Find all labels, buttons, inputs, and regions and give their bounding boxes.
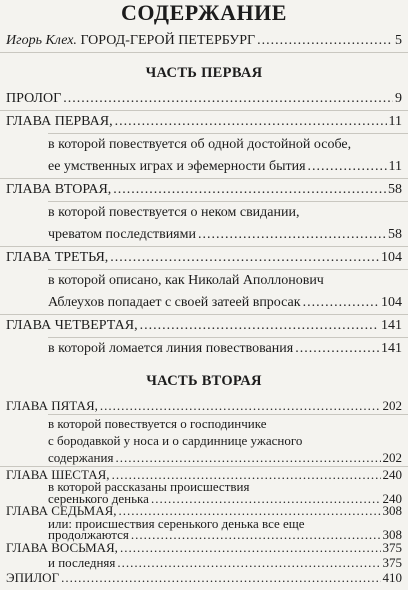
chapter-description: Аблеухов попадает с своей затеей впросак [48,295,301,310]
chapter-description: и последняя [48,555,116,570]
part-heading: ЧАСТЬ ПЕРВАЯ [145,65,263,81]
dot-leader [308,158,387,176]
dot-leader [115,113,387,131]
page-number: 202 [382,450,402,465]
chapter-description: ее умственных играх и эфемерности бытия [48,159,306,174]
chapter-description: чреватом последствиями [48,227,196,242]
intro-title: ГОРОД-ГЕРОЙ ПЕТЕРБУРГ [76,33,256,48]
chapter-description: содержания [48,450,114,465]
divider [0,178,408,179]
toc-subentry-chapter-1[interactable] [48,158,402,176]
chapter-description: в которой рассказаны происшествия [48,479,250,494]
page-number: 308 [382,527,402,542]
divider [48,269,408,270]
page-number: 104 [381,250,402,265]
dot-leader [110,249,379,267]
divider [0,52,408,53]
divider [0,110,408,111]
toc-entry-chapter-3[interactable] [6,249,402,267]
page-number: 240 [382,467,402,482]
part-heading: ЧАСТЬ ВТОРАЯ [146,373,262,389]
divider [0,246,408,247]
toc-subentry-chapter-4[interactable] [48,340,402,358]
chapter-description: в которой повествуется о господинчике [48,416,267,431]
chapter-description: серенького денька [48,491,149,506]
chapter-description: продолжаются [48,527,129,542]
intro-author: Игорь Клех. [6,33,77,48]
page-number: 375 [382,555,402,570]
chapter-label: ГЛАВА ШЕСТАЯ, [6,467,110,482]
page-number: 141 [381,318,402,333]
chapter-description: в которой повествуется об одной достойной особе, [48,137,352,152]
dot-leader [140,317,379,335]
chapter-label: ГЛАВА ПЯТАЯ, [6,398,98,413]
page-number: 11 [388,114,402,129]
page-number: 9 [395,91,402,106]
toc-subentry-chapter-5[interactable] [48,450,402,466]
chapter-label: ГЛАВА ПЕРВАЯ, [6,114,113,129]
dot-leader [63,90,393,108]
page-number: 410 [382,570,402,585]
toc-subentry-chapter-2[interactable] [48,226,402,244]
chapter-label: ГЛАВА ВТОРАЯ, [6,182,112,197]
toc-entry-chapter-4[interactable] [6,317,402,335]
dot-leader [113,181,386,199]
toc-entry-chapter-1[interactable] [6,113,402,131]
chapter-description: в которой ломается линия повествования [48,341,294,356]
chapter-label: ГЛАВА СЕДЬМАЯ, [6,503,117,518]
page-title: СОДЕРЖАНИЕ [121,0,287,25]
page-number: 58 [388,227,402,242]
chapter-description: с бородавкой у носа и о сардиннице ужасного [48,433,303,448]
page-number: 5 [395,33,402,48]
chapter-label: ПРОЛОГ [6,91,62,106]
dot-leader [303,294,379,312]
toc-entry-intro[interactable] [6,32,402,50]
page-number: 11 [388,159,402,174]
toc-entry-chapter-8[interactable] [6,540,402,556]
page-number: 58 [388,182,402,197]
toc-entry-chapter-2[interactable] [6,181,402,199]
chapter-description: или: происшествия серенького денька все еще [48,516,305,531]
divider [48,414,408,415]
page-number: 240 [382,491,402,506]
divider [0,314,408,315]
page-number: 104 [381,295,402,310]
toc-entry-prolog[interactable] [6,90,402,108]
chapter-label: ГЛАВА ЧЕТВЕРТАЯ, [6,318,138,333]
toc-subentry-chapter-8[interactable] [48,555,402,571]
toc-subentry-chapter-3[interactable] [48,294,402,312]
page-number: 141 [381,341,402,356]
chapter-label: ГЛАВА ТРЕТЬЯ, [6,250,109,265]
divider [48,133,408,134]
page-number: 375 [382,540,402,555]
toc-entry-epilogue[interactable] [6,570,402,586]
page-number: 308 [382,503,402,518]
chapter-description: в которой описано, как Николай Аполлонович [48,273,324,288]
divider [48,337,408,338]
chapter-description: в которой повествуется о неком свидании, [48,205,300,220]
dot-leader [198,226,386,244]
page-number: 202 [382,398,402,413]
chapter-label: ЭПИЛОГ [6,570,60,585]
divider [48,201,408,202]
dot-leader [257,32,393,50]
dot-leader [295,340,379,358]
dot-leader [61,570,380,588]
chapter-label: ГЛАВА ВОСЬМАЯ, [6,540,118,555]
toc-entry-chapter-5[interactable] [6,398,402,414]
